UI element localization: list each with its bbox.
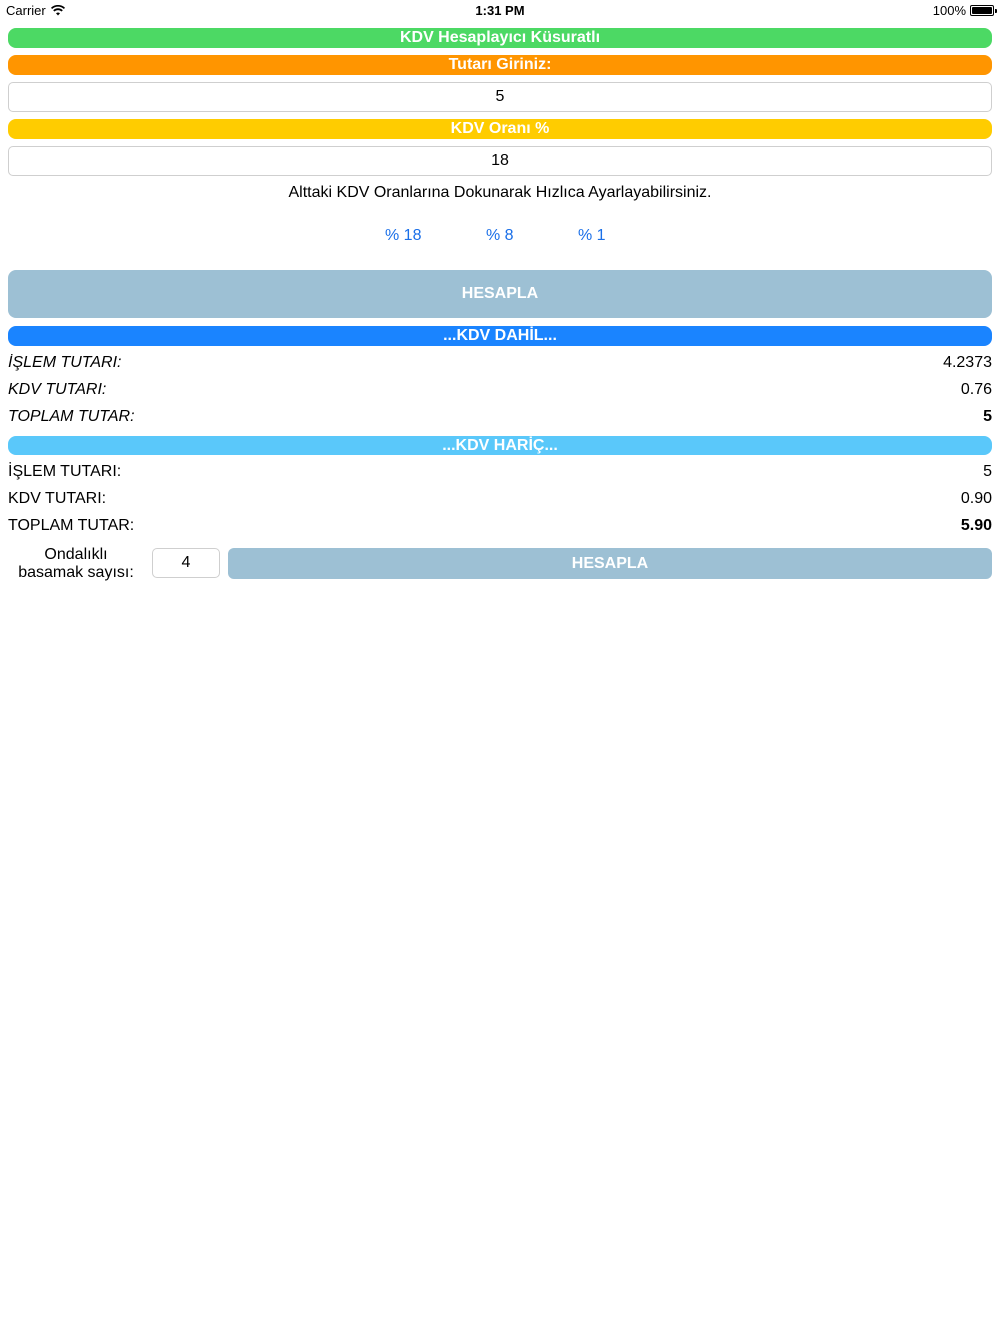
- status-bar: [0, 0, 1000, 22]
- vat-included-total-row: [8, 406, 992, 428]
- battery-icon: [970, 5, 994, 16]
- quick-rate-1-button[interactable]: % 1: [578, 227, 606, 244]
- rate-label: KDV Oranı %: [8, 119, 992, 139]
- app-title: KDV Hesaplayıcı Küsuratlı: [8, 28, 992, 48]
- status-time: 1:31 PM: [475, 3, 525, 18]
- row-value: 0.76: [960, 381, 992, 398]
- battery-status: [933, 3, 994, 18]
- decimal-label-line1: Ondalıklı: [44, 546, 108, 563]
- row-value: 5.90: [960, 517, 992, 534]
- vat-excluded-vat-row: [8, 488, 992, 510]
- battery-percent: 100%: [932, 3, 966, 18]
- row-label: KDV TUTARI:: [8, 490, 107, 507]
- row-label: TOPLAM TUTAR:: [8, 517, 135, 534]
- row-label: KDV TUTARI:: [8, 381, 107, 398]
- decimal-calculate-button[interactable]: HESAPLA: [228, 548, 992, 579]
- quick-rate-8-button[interactable]: % 8: [486, 227, 514, 244]
- calculate-button[interactable]: HESAPLA: [8, 270, 992, 318]
- carrier-label: Carrier: [6, 3, 46, 18]
- vat-excluded-total-row: [8, 515, 992, 537]
- vat-included-header: ...KDV DAHİL...: [8, 326, 992, 346]
- row-value: 4.2373: [943, 354, 992, 371]
- row-label: İŞLEM TUTARI:: [8, 354, 122, 371]
- vat-excluded-net-row: [8, 461, 992, 483]
- row-value: 5: [983, 408, 992, 425]
- rate-input[interactable]: 18: [8, 146, 992, 176]
- decimal-places-input[interactable]: 4: [152, 548, 220, 578]
- vat-excluded-header: ...KDV HARİÇ...: [8, 436, 992, 455]
- row-value: 5: [983, 463, 992, 480]
- quick-rate-hint: Alttaki KDV Oranlarına Dokunarak Hızlıca Ayarlayabilirsiniz.: [288, 184, 712, 201]
- decimal-places-label: [8, 546, 144, 582]
- row-label: TOPLAM TUTAR:: [8, 408, 135, 425]
- amount-label: Tutarı Giriniz:: [8, 55, 992, 75]
- quick-rate-18-button[interactable]: % 18: [385, 227, 422, 244]
- row-label: İŞLEM TUTARI:: [8, 463, 122, 480]
- vat-included-net-row: [8, 352, 992, 374]
- amount-input[interactable]: 5: [8, 82, 992, 112]
- decimal-label-line2: basamak sayısı:: [18, 564, 134, 581]
- row-value: 0.90: [960, 490, 992, 507]
- vat-included-vat-row: [8, 379, 992, 401]
